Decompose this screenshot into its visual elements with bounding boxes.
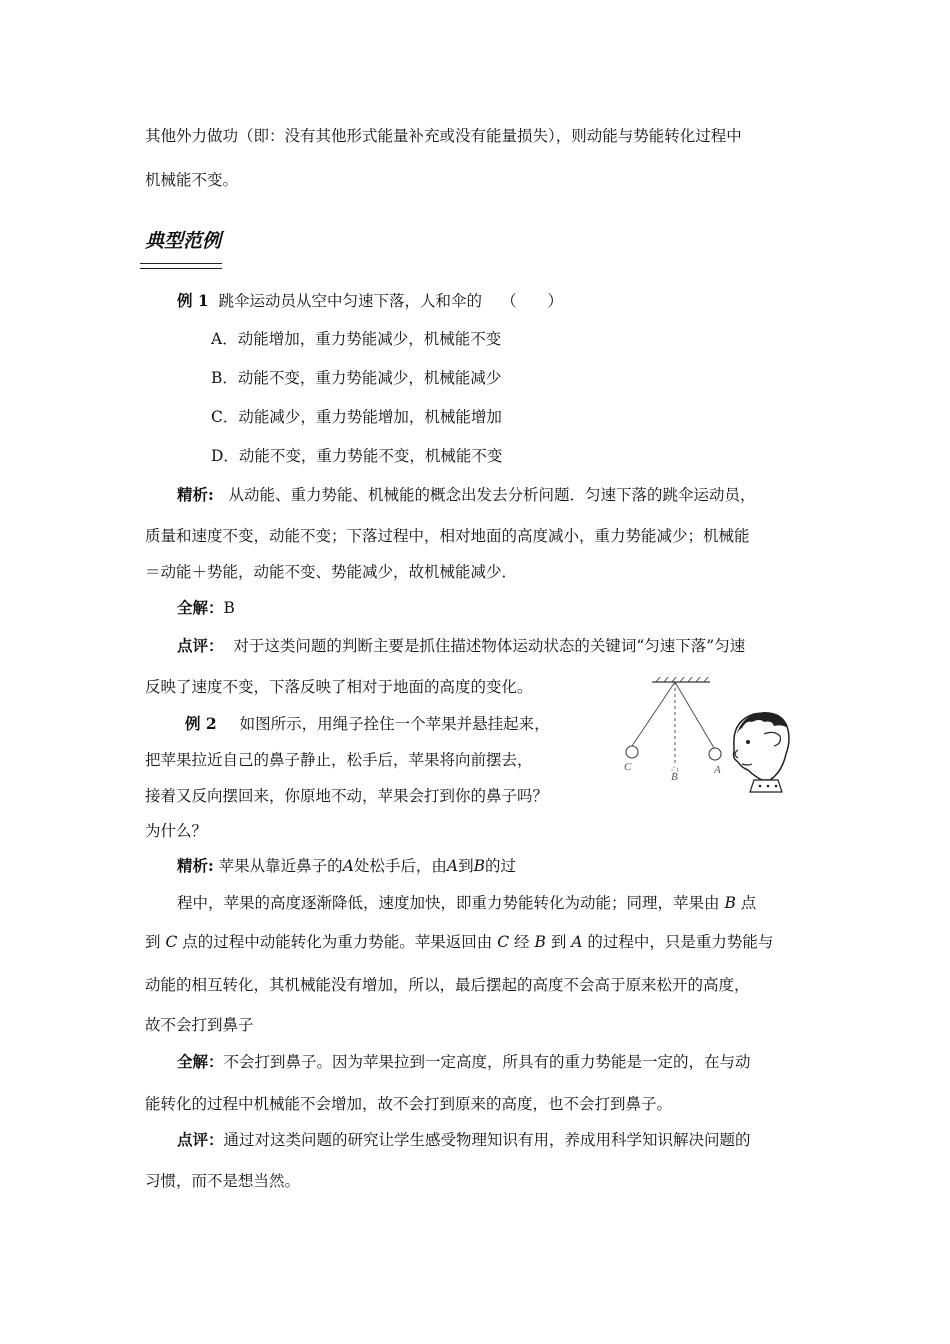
ceiling-support	[652, 677, 710, 682]
analysis-1-d: 的过	[485, 857, 517, 875]
apple-position-a	[709, 748, 721, 760]
example-2-analysis-line-4: 动能的相互转化，其机械能没有增加，所以，最后摆起的高度不会高于原来松开的高度，	[145, 976, 750, 994]
heading-underline-top	[140, 263, 222, 264]
analysis-1-B: B	[473, 857, 486, 875]
example-1-analysis-line-3: ＝动能＋势能，动能不变、势能减少，故机械能减少．	[145, 563, 518, 581]
intro-line-2: 机械能不变。	[145, 171, 239, 189]
section-heading: 典型范例	[145, 230, 222, 252]
example-1-option-a: A．动能增加，重力势能减少，机械能不变	[211, 330, 502, 348]
label-b: B	[671, 771, 678, 783]
example-1-answer-value: B	[223, 599, 235, 617]
analysis-3-b: 点的过程中动能转化为重力势能。苹果返回由	[182, 933, 493, 951]
analysis-3-C2: C	[497, 933, 510, 951]
example-2-analysis-label: 精析:	[177, 856, 214, 875]
example-1-comment-text-1: 对于这类问题的判断主要是抓住描述物体运动状态的关键词“匀速下落”匀速	[233, 637, 746, 655]
analysis-3-a: 到	[145, 933, 161, 951]
example-1-comment-line-1	[177, 635, 745, 657]
analysis-1-b: 处松手后，由	[353, 857, 447, 875]
example-2-analysis-line-5: 故不会打到鼻子	[145, 1016, 254, 1034]
example-2-analysis-line-1	[177, 855, 516, 877]
example-1-answer	[177, 597, 235, 619]
analysis-1-a: 苹果从靠近鼻子的	[218, 857, 343, 875]
label-c: C	[624, 761, 632, 773]
rope-c	[632, 682, 675, 746]
label-a: A	[714, 764, 721, 776]
example-1-option-c: C．动能减少，重力势能增加，机械能增加	[211, 408, 502, 426]
boy-head-illustration	[734, 712, 790, 792]
analysis-1-c: 到	[458, 857, 474, 875]
example-2-answer-line-2: 能转化的过程中机械能不会增加，故不会打到原来的高度，也不会打到鼻子。	[145, 1095, 673, 1113]
example-1-analysis-line-1	[177, 484, 756, 506]
example-2-question-line-2: 把苹果拉近自己的鼻子静止，松手后，苹果将向前摆去，	[145, 751, 533, 769]
example-1-analysis-line-2: 质量和速度不变，动能不变；下落过程中，相对地面的高度减小，重力势能减少；机械能	[145, 527, 750, 545]
example-2-question-text-1: 如图所示，用绳子拴住一个苹果并悬挂起来，	[239, 715, 550, 733]
analysis-3-c: 经	[514, 933, 530, 951]
example-2-comment-line-1	[177, 1129, 751, 1151]
analysis-3-B: B	[534, 933, 546, 951]
example-1-label: 例 1	[177, 291, 209, 310]
analysis-1-A: A	[342, 857, 354, 875]
example-2-answer-text-1: 不会打到鼻子。因为苹果拉到一定高度，所具有的重力势能是一定的，在与动	[223, 1053, 751, 1071]
example-1-blank: （ ）	[501, 292, 564, 310]
example-2-comment-text-1: 通过对这类问题的研究让学生感受物理知识有用，养成用科学知识解决问题的	[223, 1131, 751, 1149]
example-2-label: 例 2	[185, 714, 217, 733]
example-1-analysis-text-1: 从动能、重力势能、机械能的概念出发去分析问题．匀速下落的跳伞运动员，	[228, 486, 756, 504]
example-1-comment-line-2: 反映了速度不变，下落反映了相对于地面的高度的变化。	[145, 678, 533, 696]
example-2-comment-line-2: 习惯，而不是想当然。	[145, 1172, 301, 1190]
example-2-question-line-3: 接着又反向摆回来，你原地不动，苹果会打到你的鼻子吗？	[145, 787, 549, 805]
example-2-analysis-line-2	[177, 892, 756, 914]
pendulum-figure	[614, 676, 794, 796]
analysis-3-e: 的过程中，只是重力势能与	[587, 933, 774, 951]
rope-a	[675, 682, 714, 748]
example-1-option-b: B．动能不变，重力势能减少，机械能减少	[211, 369, 502, 387]
example-1-question	[177, 290, 563, 312]
example-2-comment-label: 点评：	[177, 1130, 224, 1149]
apple-position-c	[626, 746, 638, 758]
example-1-option-d: D．动能不变，重力势能不变，机械能不变	[211, 447, 503, 465]
analysis-1-A2: A	[446, 857, 459, 875]
example-1-comment-label: 点评：	[177, 636, 224, 655]
analysis-2-b: 点	[740, 894, 757, 912]
analysis-3-A: A	[571, 933, 583, 951]
example-1-answer-label: 全解：	[177, 598, 224, 617]
analysis-3-d: 到	[550, 933, 567, 951]
intro-line-1: 其他外力做功（即：没有其他形式能量补充或没有能量损失），则动能与势能转化过程中	[145, 127, 742, 145]
example-2-question-line-4: 为什么？	[145, 822, 208, 840]
analysis-3-C: C	[165, 933, 178, 951]
analysis-2-B: B	[724, 894, 736, 912]
example-2-answer-line-1	[177, 1051, 751, 1073]
example-1-analysis-label: 精析:	[177, 485, 214, 504]
example-1-question-text: 跳伞运动员从空中匀速下落，人和伞的	[218, 292, 483, 310]
example-2-answer-label: 全解：	[177, 1052, 224, 1071]
example-2-question-line-1	[185, 713, 550, 735]
heading-underline-bottom	[140, 268, 222, 269]
example-2-analysis-line-3	[145, 931, 773, 953]
analysis-2-a: 程中，苹果的高度逐渐降低，速度加快，即重力势能转化为动能；同理，苹果由	[177, 894, 720, 912]
